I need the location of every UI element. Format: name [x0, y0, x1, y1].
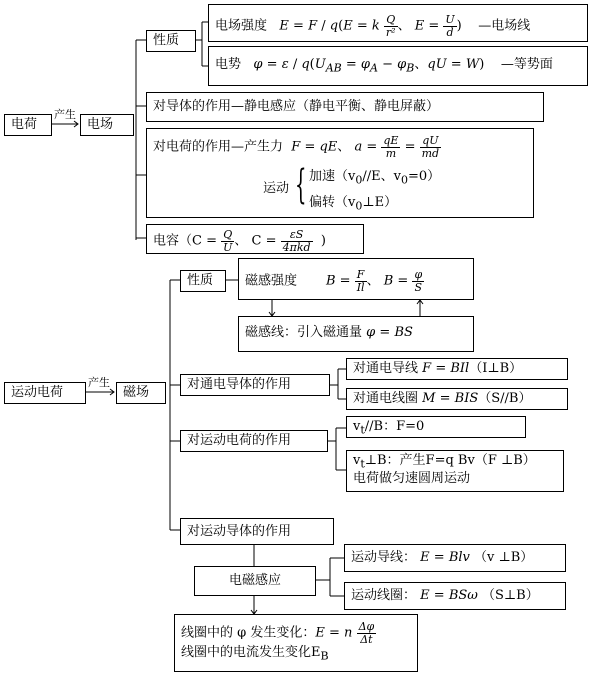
magnetic-property-box: 性质: [180, 270, 226, 292]
magnetic-field-box: 磁场: [116, 382, 166, 404]
moving-coil-box: 运动线圈： E = BSω （S⊥B）: [344, 582, 566, 610]
produce-label-magnetic: 产生: [88, 376, 110, 389]
induction-box: 电磁感应: [194, 566, 316, 596]
flux-change-line: 线圈中的 φ 发生变化：E = n $\frac{\Delta\varphi}{\Delta t}$: [181, 620, 375, 646]
electric-on-charge-box: 对电荷的作用—产生力 F = qE、 a = $\frac{qE}{m}$ = $\frac{qU}{md}$ 运动 { 加速（$v_0//E$、$v_0=0$） 偏转$(v_0\perp E)$: [146, 128, 534, 218]
moving-wire-box: 运动导线： E = Blv （v ⊥B）: [344, 544, 566, 572]
flux-change-box: [174, 614, 418, 672]
motion-brace: {: [295, 162, 307, 208]
charge-box: 电荷: [4, 114, 52, 136]
electric-on-conductor-box: 对导体的作用—静电感应（静电平衡、静电屏蔽）: [146, 92, 544, 122]
current-change-line: 线圈中的电流发生变化$E_B$: [181, 645, 329, 663]
wire-force-box: 对通电导线 F = BIl（I⊥B）: [346, 358, 568, 380]
electric-property-box: 性质: [146, 30, 196, 52]
magnetic-on-moving-charge-box: 对运动电荷的作用: [180, 430, 328, 452]
electric-potential-box: 电势 $\varphi = \varepsilon / q(U_{AB} = \varphi_A - \varphi_B$、qU = W) —等势面: [208, 46, 588, 86]
moving-charge-box: 运动电荷: [4, 382, 86, 404]
accelerate-item: 加速（$v_0//E$、$v_0=0$）: [309, 169, 441, 187]
magnetic-on-moving-conductor-box: 对运动导体的作用: [180, 518, 334, 545]
perp-case-box: [346, 450, 564, 492]
capacitor-box: 电容（C = $\frac{Q}{U}$ 、 C = $\frac{\varepsilon S}{\text{4πkd}}$ ): [146, 224, 364, 254]
magnetic-strength-box: 磁感强度 B = $\frac{F}{Il}$ 、 B = $\frac{\varphi}{S}$: [238, 258, 474, 300]
motion-label: 运动: [263, 181, 290, 196]
deflect-item: 偏转$(v_0\perp E)$: [309, 195, 398, 213]
flux-line-box: 磁感线：引入磁通量 φ = BS: [238, 316, 474, 352]
perp-case-line1: $v_t\perp B$：产生F=q Bv（F ⊥B）: [353, 453, 536, 471]
electric-strength-box: 电场强度 E = F / q(E = k $\frac{Q}{\text{r²}}$ 、 E = $\frac{U}{d}$ ) —电场线: [208, 4, 588, 42]
parallel-case-box: $v_t//B$：F=0: [346, 416, 526, 438]
electric-field-box: 电场: [80, 114, 134, 136]
produce-label-electric: 产生: [54, 108, 76, 121]
coil-torque-box: 对通电线圈 M = BIS（S//B）: [346, 388, 568, 410]
magnetic-on-conductor-box: 对通电导体的作用: [180, 374, 330, 396]
perp-case-line2: 电荷做匀速圆周运动: [353, 471, 471, 487]
